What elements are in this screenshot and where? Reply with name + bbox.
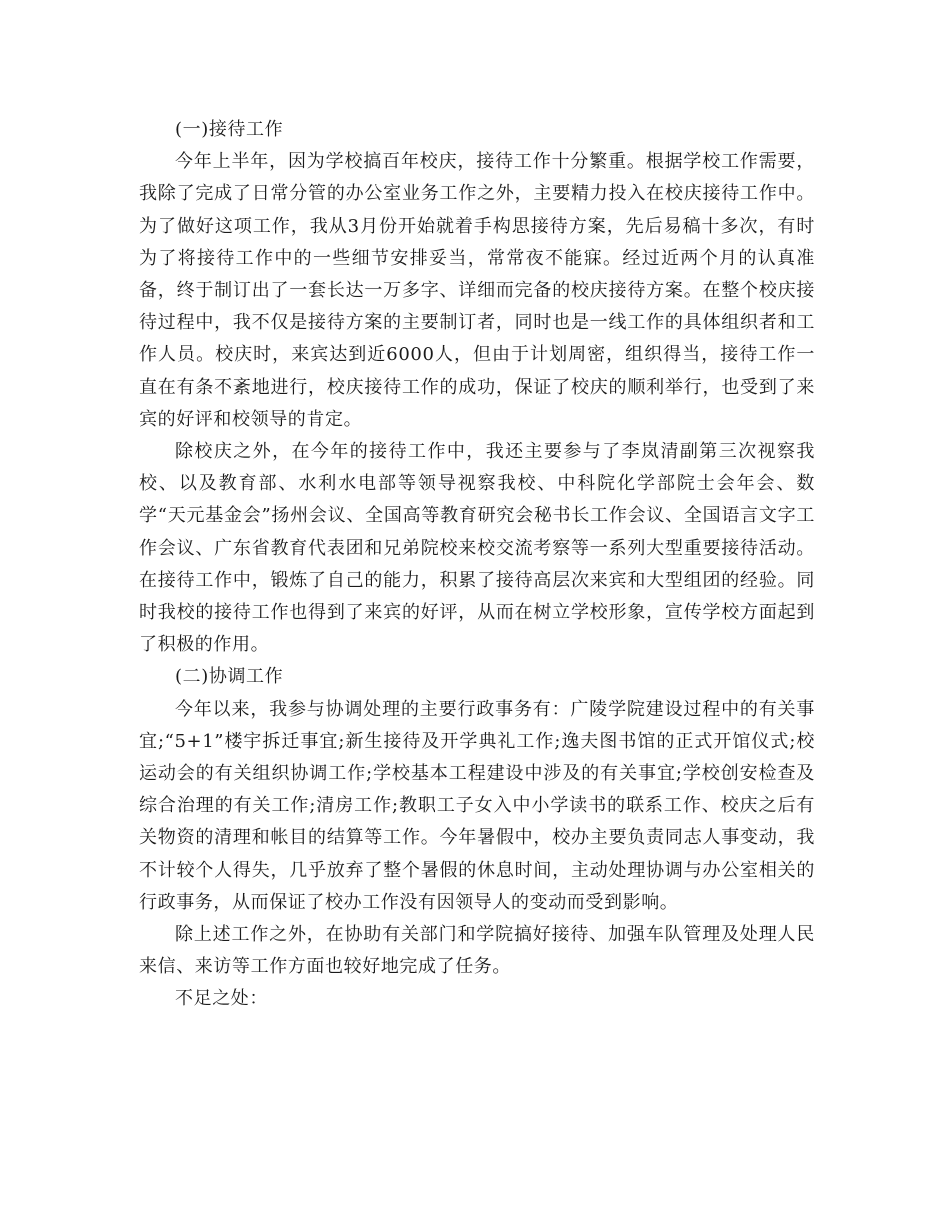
paragraph-reception-other-events: 除校庆之外，在今年的接待工作中，我还主要参与了李岚清副第三次视察我校、以及教育部、水利水电部等领导视察我校、中科院化学部院士会年会、数学“天元基金会”扬州会议、全国高等教育研究会秘书长工作会议、全国语言文字工作会议、广东省教育代表团和兄弟院校来校交流考察等一系列大型重要接待活动。在接待工作中，锻炼了自己的能力，积累了接待高层次来宾和大型组团的经验。同时我校的接待工作也得到了来宾的好评，从而在树立学校形象，宣传学校方面起到了积极的作用。 bbox=[139, 441, 815, 656]
document-body bbox=[139, 114, 815, 1016]
paragraph-reception-anniversary: 今年上半年，因为学校搞百年校庆，接待工作十分繁重。根据学校工作需要，我除了完成了日常分管的办公室业务工作之外，主要精力投入在校庆接待工作中。为了做好这项工作，我从3月份开始就着手构思接待方案，先后易稿十多次，有时为了将接待工作中的一些细节安排妥当，常常夜不能寐。经过近两个月的认真准备，终于制订出了一套长达一万多字、详细而完备的校庆接待方案。在整个校庆接待过程中，我不仅是接待方案的主要制订者，同时也是一线工作的具体组织者和工作人员。校庆时，来宾达到近6000人，但由于计划周密，组织得当，接待工作一直在有条不紊地进行，校庆接待工作的成功，保证了校庆的顺利举行，也受到了来宾的好评和校领导的肯定。 bbox=[139, 151, 815, 430]
section-heading-shortcomings: 不足之处： bbox=[175, 988, 268, 1010]
paragraph-coordination-other: 除上述工作之外，在协助有关部门和学院搞好接待、加强车队管理及处理人民来信、来访等工作方面也较好地完成了任务。 bbox=[139, 924, 815, 978]
paragraph-coordination-affairs: 今年以来，我参与协调处理的主要行政事务有：广陵学院建设过程中的有关事宜;“5+1”楼宇拆迁事宜;新生接待及开学典礼工作;逸夫图书馆的正式开馆仪式;校运动会的有关组织协调工作;学校基本工程建设中涉及的有关事宜;学校创安检查及综合治理的有关工作;清房工作;教职工子女入中小学读书的联系工作、校庆之后有关物资的清理和帐目的结算等工作。今年暑假中，校办主要负责同志人事变动，我不计较个人得失，几乎放弃了整个暑假的休息时间，主动处理协调与办公室相关的行政事务，从而保证了校办工作没有因领导人的变动而受到影响。 bbox=[139, 698, 815, 913]
section-heading-reception: (一)接待工作 bbox=[175, 119, 284, 140]
section-heading-coordination: (二)协调工作 bbox=[175, 666, 284, 688]
